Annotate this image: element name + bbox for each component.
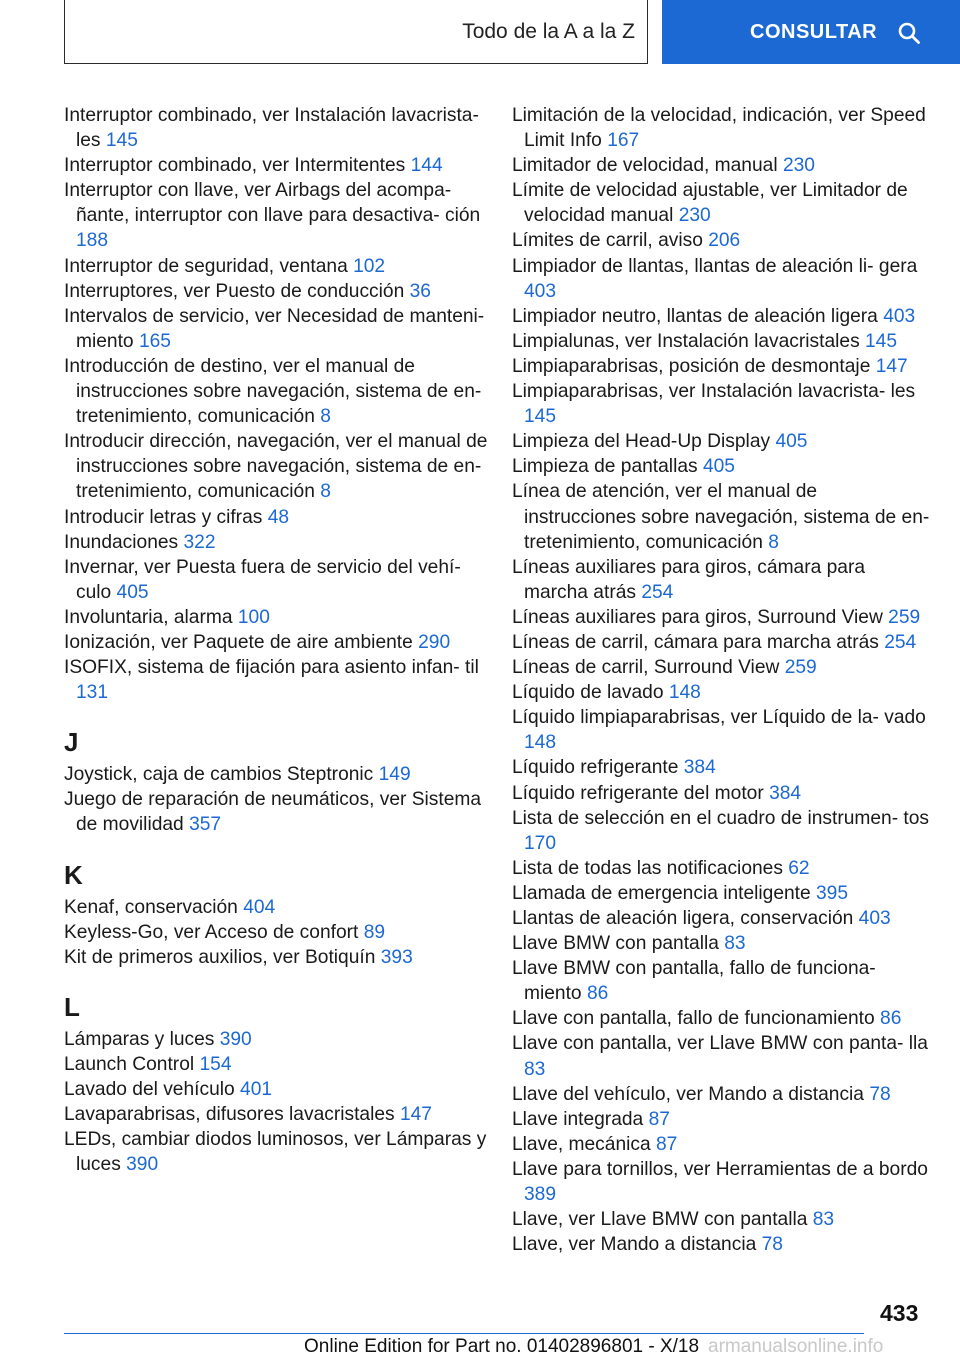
entry-text: Lavado del vehículo — [64, 1079, 235, 1100]
search-icon — [898, 22, 920, 44]
entry-text: Ionización, ver Paquete de aire ambiente — [64, 631, 413, 653]
page-link[interactable]: 403 — [883, 305, 916, 327]
index-entry — [512, 705, 932, 755]
entry-text: Introducir letras y cifras — [64, 506, 263, 528]
page-link[interactable]: 390 — [126, 1154, 159, 1176]
page-link[interactable]: 148 — [524, 732, 557, 754]
page-link[interactable]: 145 — [865, 330, 898, 352]
index-entry — [512, 304, 932, 329]
index-entry — [512, 103, 932, 153]
page-link[interactable]: 384 — [769, 782, 802, 804]
entry-text: Llamada de emergencia inteligente — [512, 882, 811, 904]
index-entry — [64, 429, 489, 504]
index-entry — [64, 1077, 489, 1102]
index-entry — [64, 762, 489, 787]
entry-text: Límites de carril, aviso — [512, 230, 703, 252]
index-entry — [512, 781, 932, 806]
index-entry — [64, 605, 489, 630]
entry-text: Interruptores, ver Puesto de conducción — [64, 280, 405, 302]
entry-text: Líneas auxiliares para giros, cámara para marcha atrás — [512, 556, 866, 603]
index-entry — [512, 1157, 932, 1207]
index-entry — [512, 755, 932, 780]
index-column-right — [512, 103, 932, 1257]
page-link[interactable]: 78 — [761, 1234, 783, 1256]
entry-text: Limpiaparabrisas, ver Instalación lavacrista‐ les — [512, 381, 916, 403]
entry-text: Limpiador de llantas, llantas de aleación li‐ gera — [512, 255, 918, 277]
index-entry — [512, 479, 932, 554]
index-entry — [64, 304, 489, 354]
index-entry — [512, 1207, 932, 1232]
page-link[interactable]: 154 — [199, 1053, 232, 1075]
index-entry — [512, 555, 932, 605]
entry-text: Limitación de la velocidad, indicación, ver Speed Limit Info — [512, 105, 926, 152]
entry-text: Líquido de lavado — [512, 682, 664, 704]
page-link[interactable]: 230 — [678, 205, 711, 227]
index-entry — [64, 354, 489, 429]
page-link[interactable]: 48 — [267, 506, 290, 528]
index-column-left — [64, 103, 489, 1177]
index-entry — [64, 787, 489, 837]
entry-text: Invernar, ver Puesta fuera de servicio del vehí‐ culo — [64, 556, 461, 603]
index-entry — [512, 454, 932, 479]
index-entry — [512, 1232, 932, 1257]
entry-text: Interruptor combinado, ver Instalación lavacrista‐ les — [64, 105, 479, 152]
index-entry — [512, 429, 932, 454]
page-link[interactable]: 403 — [524, 280, 557, 302]
entry-text: Inundaciones — [64, 531, 179, 553]
page-link[interactable]: 83 — [812, 1209, 835, 1231]
page-link[interactable]: 8 — [768, 531, 779, 553]
page-link[interactable]: 403 — [858, 908, 891, 929]
entry-text: Líquido refrigerante — [512, 757, 679, 779]
page-link[interactable]: 384 — [683, 757, 716, 779]
page-link[interactable]: 389 — [524, 1184, 557, 1206]
index-entry — [64, 630, 489, 655]
az-tab-label: Todo de la A a la Z — [462, 19, 635, 43]
page-link[interactable]: 405 — [116, 581, 149, 603]
index-entry — [64, 530, 489, 555]
page-link[interactable]: 395 — [816, 882, 849, 904]
index-entry — [64, 1052, 489, 1077]
page-link[interactable]: 100 — [237, 606, 270, 628]
index-entry — [512, 881, 932, 906]
entry-text: Lista de todas las notificaciones — [512, 857, 783, 879]
index-entry — [64, 655, 489, 705]
page-link[interactable]: 404 — [243, 896, 276, 918]
entry-text: Limpieza del Head-Up Display — [512, 431, 771, 453]
entry-text: Llave BMW con pantalla, fallo de funciona‐ miento — [512, 958, 876, 1005]
index-entry — [512, 956, 932, 1006]
entry-text: Introducción de destino, ver el manual de instrucciones sobre navegación, sistema de en‐ tretenimiento, comunicación — [64, 355, 482, 428]
index-entry — [512, 1107, 932, 1132]
page-link[interactable]: 78 — [869, 1083, 891, 1105]
index-entry — [512, 630, 932, 655]
page-link[interactable]: 188 — [76, 230, 109, 252]
index-entry — [512, 178, 932, 228]
entry-text: Líneas de carril, cámara para marcha atrás — [512, 631, 879, 653]
page-link[interactable]: 259 — [888, 606, 921, 628]
index-entry — [64, 555, 489, 605]
page-link[interactable]: 148 — [668, 682, 701, 704]
page-link[interactable]: 357 — [189, 814, 222, 836]
page-link[interactable]: 145 — [105, 130, 138, 152]
page-link[interactable]: 259 — [784, 657, 817, 679]
index-entry — [64, 1102, 489, 1127]
page-link[interactable]: 170 — [524, 832, 557, 854]
entry-text: Limpialunas, ver Instalación lavacristales — [512, 330, 860, 352]
entry-text: Llantas de aleación ligera, conservación — [512, 908, 854, 929]
index-entry — [512, 906, 932, 931]
page-link[interactable]: 405 — [775, 431, 808, 453]
entry-text: Llave para tornillos, ver Herramientas de a bordo — [512, 1158, 928, 1180]
entry-text: Kenaf, conservación — [64, 896, 238, 918]
entry-text: Llave con pantalla, fallo de funcionamiento — [512, 1008, 875, 1030]
index-entry — [512, 329, 932, 354]
index-entry — [64, 153, 489, 178]
page-link[interactable]: 147 — [875, 355, 908, 377]
page-link[interactable]: 87 — [648, 1108, 670, 1130]
section-letter: L — [64, 991, 80, 1022]
page-link[interactable]: 390 — [219, 1028, 252, 1050]
entry-text: Limitador de velocidad, manual — [512, 155, 778, 177]
page-link[interactable]: 36 — [409, 280, 431, 302]
entry-text: Limpiaparabrisas, posición de desmontaje — [512, 355, 871, 377]
entry-text: Joystick, caja de cambios Steptronic — [64, 764, 374, 786]
index-entry — [64, 945, 489, 970]
index-entry — [512, 153, 932, 178]
index-entry — [64, 279, 489, 304]
entry-text: Línea de atención, ver el manual de instrucciones sobre navegación, sistema de en‐ tretenimiento, comunicación — [512, 481, 930, 553]
page-link[interactable]: 393 — [380, 946, 413, 968]
entry-text: Llave con pantalla, ver Llave BMW con panta‐ lla — [512, 1033, 928, 1055]
page-link[interactable]: 83 — [724, 933, 746, 955]
page-link[interactable]: 62 — [788, 857, 810, 879]
entry-text: Limpiador neutro, llantas de aleación ligera — [512, 305, 878, 327]
entry-text: Llave del vehículo, ver Mando a distancia — [512, 1083, 864, 1105]
page-link[interactable]: 290 — [418, 631, 451, 653]
page-link[interactable]: 254 — [884, 631, 917, 653]
entry-text: Lámparas y luces — [64, 1028, 215, 1050]
page-link[interactable]: 8 — [320, 406, 331, 428]
entry-text: Llave, ver Mando a distancia — [512, 1234, 757, 1256]
entry-text: LEDs, cambiar diodos luminosos, ver Lámparas y luces — [64, 1129, 487, 1176]
entry-text: Intervalos de servicio, ver Necesidad de manteni‐ miento — [64, 305, 485, 352]
index-entry — [512, 1006, 932, 1031]
index-entry — [512, 254, 932, 304]
page-link[interactable]: 144 — [410, 155, 443, 177]
entry-text: Llave, mecánica — [512, 1133, 651, 1155]
entry-text: Introducir dirección, navegación, ver el manual de instrucciones sobre navegación, sistema de en‐ tretenimiento, comunicación — [64, 431, 488, 503]
entry-text: Líneas auxiliares para giros, Surround View — [512, 606, 883, 628]
entry-text: Llave integrada — [512, 1108, 644, 1130]
page-link[interactable]: 83 — [524, 1058, 546, 1080]
page-link[interactable]: 145 — [524, 406, 557, 428]
entry-text: Líquido refrigerante del motor — [512, 782, 764, 804]
entry-text: Kit de primeros auxilios, ver Botiquín — [64, 946, 376, 968]
page-link[interactable]: 147 — [399, 1104, 432, 1126]
page-link[interactable]: 405 — [702, 456, 735, 478]
entry-text: Keyless-Go, ver Acceso de confort — [64, 921, 359, 943]
page-link[interactable]: 230 — [782, 155, 815, 177]
index-entry — [512, 1132, 932, 1157]
index-entry — [64, 1027, 489, 1052]
footer-edition: Online Edition for Part no. 01402896801 - X/18 — [304, 1336, 700, 1357]
footer-divider — [64, 1333, 864, 1334]
page-link[interactable]: 102 — [353, 255, 386, 277]
az-tab[interactable] — [64, 0, 648, 64]
page-link[interactable]: 401 — [240, 1079, 273, 1100]
entry-text: Interruptor con llave, ver Airbags del acompa‐ ñante, interruptor con llave para desactiva‐ ción — [64, 180, 481, 227]
page-link[interactable]: 87 — [656, 1133, 678, 1155]
entry-text: Límite de velocidad ajustable, ver Limitador de velocidad manual — [512, 180, 908, 227]
entry-text: Juego de reparación de neumáticos, ver Sistema de movilidad — [64, 789, 482, 836]
entry-text: Lavaparabrisas, difusores lavacristales — [64, 1104, 395, 1126]
page-link[interactable]: 322 — [183, 531, 216, 553]
index-entry — [512, 655, 932, 680]
index-entry — [64, 505, 489, 530]
index-entry — [512, 856, 932, 881]
section-letter: K — [64, 859, 83, 890]
page-link[interactable]: 8 — [320, 481, 331, 503]
page-link[interactable]: 89 — [363, 921, 386, 943]
entry-text: Interruptor combinado, ver Intermitentes — [64, 155, 406, 177]
index-entry — [512, 605, 932, 630]
index-entry — [512, 806, 932, 856]
index-entry — [512, 354, 932, 379]
index-entry — [512, 1082, 932, 1107]
section-letter: J — [64, 727, 79, 758]
consult-tab[interactable] — [662, 0, 960, 64]
entry-text: Llave, ver Llave BMW con pantalla — [512, 1209, 808, 1231]
index-entry — [512, 931, 932, 956]
entry-text: Llave BMW con pantalla — [512, 933, 719, 955]
consult-tab-label: CONSULTAR — [750, 20, 878, 43]
page-link[interactable]: 167 — [607, 130, 640, 152]
entry-text: Interruptor de seguridad, ventana — [64, 255, 348, 277]
page-number: 433 — [880, 1300, 919, 1326]
page-link[interactable]: 206 — [708, 230, 741, 252]
page-link[interactable]: 149 — [378, 764, 411, 786]
index-entry — [64, 920, 489, 945]
page-link[interactable]: 86 — [586, 983, 609, 1005]
index-entry — [64, 254, 489, 279]
index-entry — [64, 103, 489, 153]
entry-text: Involuntaria, alarma — [64, 606, 233, 628]
entry-text: Launch Control — [64, 1053, 195, 1075]
entry-text: Limpieza de pantallas — [512, 456, 698, 478]
index-entry — [512, 379, 932, 429]
index-entry — [512, 228, 932, 253]
index-entry — [512, 1031, 932, 1081]
index-entry — [512, 680, 932, 705]
entry-text: Líneas de carril, Surround View — [512, 657, 780, 679]
page-link[interactable]: 254 — [641, 581, 674, 603]
index-entry — [64, 1127, 489, 1177]
index-entry — [64, 895, 489, 920]
page-link[interactable]: 165 — [138, 330, 171, 352]
page-link[interactable]: 131 — [76, 682, 109, 704]
entry-text: ISOFIX, sistema de fijación para asiento infan‐ til — [64, 657, 479, 679]
footer-watermark: armanualsonline.info — [708, 1336, 884, 1357]
page-link[interactable]: 86 — [880, 1008, 902, 1030]
index-entry — [64, 178, 489, 253]
entry-text: Lista de selección en el cuadro de instrumen‐ tos — [512, 807, 930, 829]
entry-text: Líquido limpiaparabrisas, ver Líquido de la‐ vado — [512, 707, 926, 729]
